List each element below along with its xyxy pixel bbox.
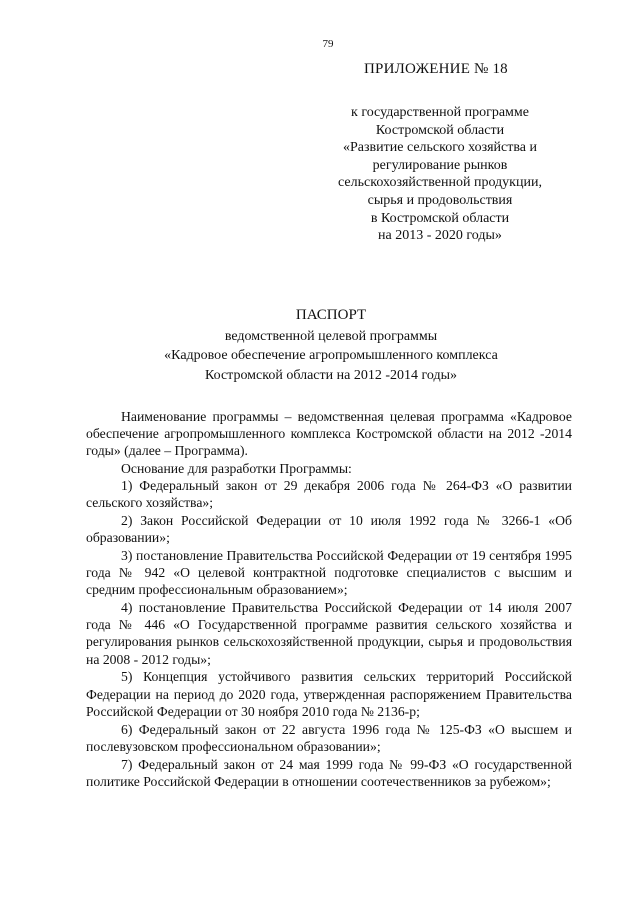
appendix-line: сельскохозяйственной продукции, [338, 175, 542, 191]
appendix-line: Костромской области [375, 122, 505, 138]
document-body [86, 408, 572, 791]
basis-item: 5) Концепция устойчивого развития сельских территорий Российской Федерации на период до 2020 года, утвержденная распоряжением Правительства Российской Федерации от 30 ноября 2010 года № 2136-р; [86, 669, 572, 719]
basis-item: 2) Закон Российской Федерации от 10 июля 1992 года № 3266-1 «Об образовании»; [86, 512, 572, 546]
appendix-subtitle [300, 104, 580, 245]
basis-item: 7) Федеральный закон от 24 мая 1999 года № 99-ФЗ «О государственной политике Российской Федерации в отношении соотечественников за рубежом»; [86, 756, 572, 789]
appendix-line: регулирование рынков [372, 157, 508, 173]
passport-line: Костромской области на 2012 -2014 годы» [204, 367, 458, 383]
basis-item: 6) Федеральный закон от 22 августа 1996 года № 125-ФЗ «О высшем и послевузовском профессиональном образовании»; [86, 721, 572, 754]
appendix-line: «Развитие сельского хозяйства и [342, 140, 538, 156]
basis-item: 3) постановление Правительства Российской Федерации от 19 сентября 1995 года № 942 «О целевой контрактной подготовке специалистов с высшим и средним профессиональным образованием»; [86, 547, 572, 598]
appendix-line: к государственной программе [351, 105, 529, 120]
passport-line: «Кадровое обеспечение агропромышленного комплекса [164, 348, 498, 364]
passport-heading-block [86, 306, 576, 385]
page-number: 79 [322, 38, 334, 50]
program-name-paragraph: Наименование программы – ведомственная целевая программа «Кадровое обеспечение агропромышленного комплекса Костромской области на 2012 -2014 годы» (далее – Программа). [86, 409, 572, 459]
appendix-line: на 2013 - 2020 годы» [378, 228, 502, 244]
appendix-line: в Костромской области [370, 210, 510, 226]
basis-item: 4) постановление Правительства Российской Федерации от 14 июля 2007 года № 446 «О Государственной программе развития сельского хозяйства и регулирования рынков сельскохозяйственной продукции, сырья и продовольствия на 2008 - 2012 годы»; [86, 600, 572, 667]
appendix-title: ПРИЛОЖЕНИЕ № 18 [364, 61, 508, 77]
appendix-line: сырья и продовольствия [367, 192, 513, 208]
basis-item: 1) Федеральный закон от 29 декабря 2006 года № 264-ФЗ «О развитии сельского хозяйства»; [86, 477, 572, 511]
passport-line: ведомственной целевой программы [224, 328, 438, 344]
passport-title: ПАСПОРТ [295, 307, 367, 323]
basis-heading: Основание для разработки Программы: [121, 460, 352, 476]
